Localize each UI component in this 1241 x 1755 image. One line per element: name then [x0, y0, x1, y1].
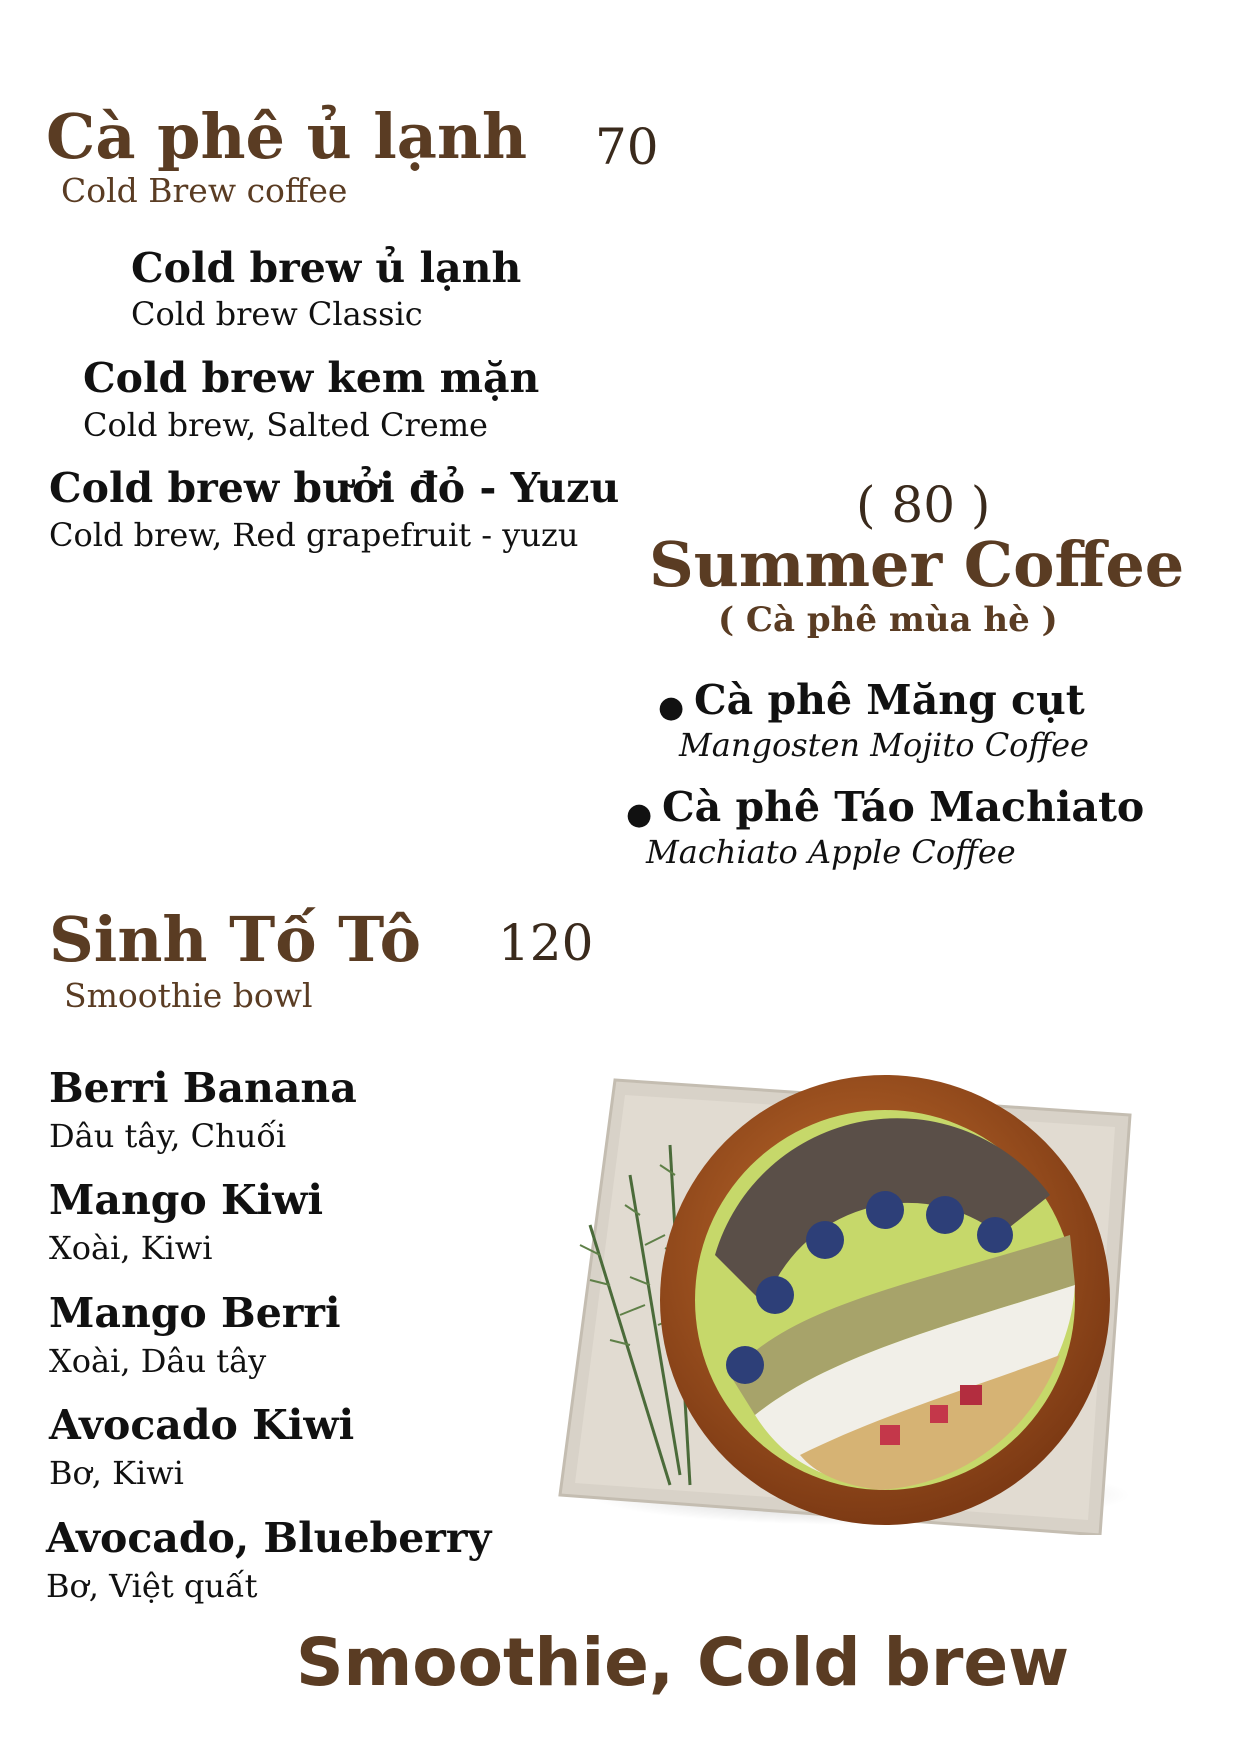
menu-item-name: Mango Kiwi [49, 1176, 324, 1224]
footer-title: Smoothie, Cold brew [296, 1624, 1070, 1701]
menu-item-desc: Mangosten Mojito Coffee [679, 726, 1089, 764]
menu-item-name: Cold brew kem mặn [83, 354, 540, 402]
summer-price: ( 80 ) [856, 476, 991, 534]
menu-item-desc: Bơ, Việt quất [46, 1567, 258, 1605]
cold-brew-subtitle: Cold Brew coffee [61, 171, 348, 210]
menu-item-desc: Cold brew, Salted Creme [83, 406, 488, 444]
menu-item-desc: Xoài, Kiwi [49, 1229, 213, 1267]
menu-item-name: Mango Berri [49, 1289, 341, 1337]
cold-brew-price: 70 [595, 118, 659, 176]
smoothie-title: Sinh Tố Tô [49, 903, 421, 976]
bullet-icon: ● [658, 690, 685, 725]
smoothie-subtitle: Smoothie bowl [64, 976, 313, 1015]
smoothie-price: 120 [498, 914, 594, 972]
menu-item-desc: Xoài, Dâu tây [49, 1342, 267, 1380]
menu-item-desc: Dâu tây, Chuối [49, 1117, 287, 1155]
menu-item-name: Cà phê Măng cụt [694, 676, 1085, 724]
menu-item-desc: Machiato Apple Coffee [646, 833, 1016, 871]
summer-title: Summer Coffee [649, 528, 1185, 601]
menu-item-name: Avocado, Blueberry [46, 1514, 492, 1562]
menu-item-name: Cà phê Táo Machiato [662, 783, 1145, 831]
menu-item-desc: Cold brew, Red grapefruit - yuzu [49, 516, 579, 554]
bullet-icon: ● [626, 797, 653, 832]
menu-item-name: Cold brew ủ lạnh [131, 244, 522, 292]
menu-item-name: Berri Banana [49, 1064, 357, 1112]
menu-item-desc: Cold brew Classic [131, 295, 423, 333]
summer-subtitle: ( Cà phê mùa hè ) [718, 600, 1058, 640]
menu-item-name: Cold brew bưởi đỏ - Yuzu [49, 464, 620, 512]
menu-item-name: Avocado Kiwi [49, 1401, 355, 1449]
smoothie-bowl-image [530, 1055, 1150, 1535]
cold-brew-title: Cà phê ủ lạnh [46, 100, 528, 173]
menu-item-desc: Bơ, Kiwi [49, 1454, 184, 1492]
